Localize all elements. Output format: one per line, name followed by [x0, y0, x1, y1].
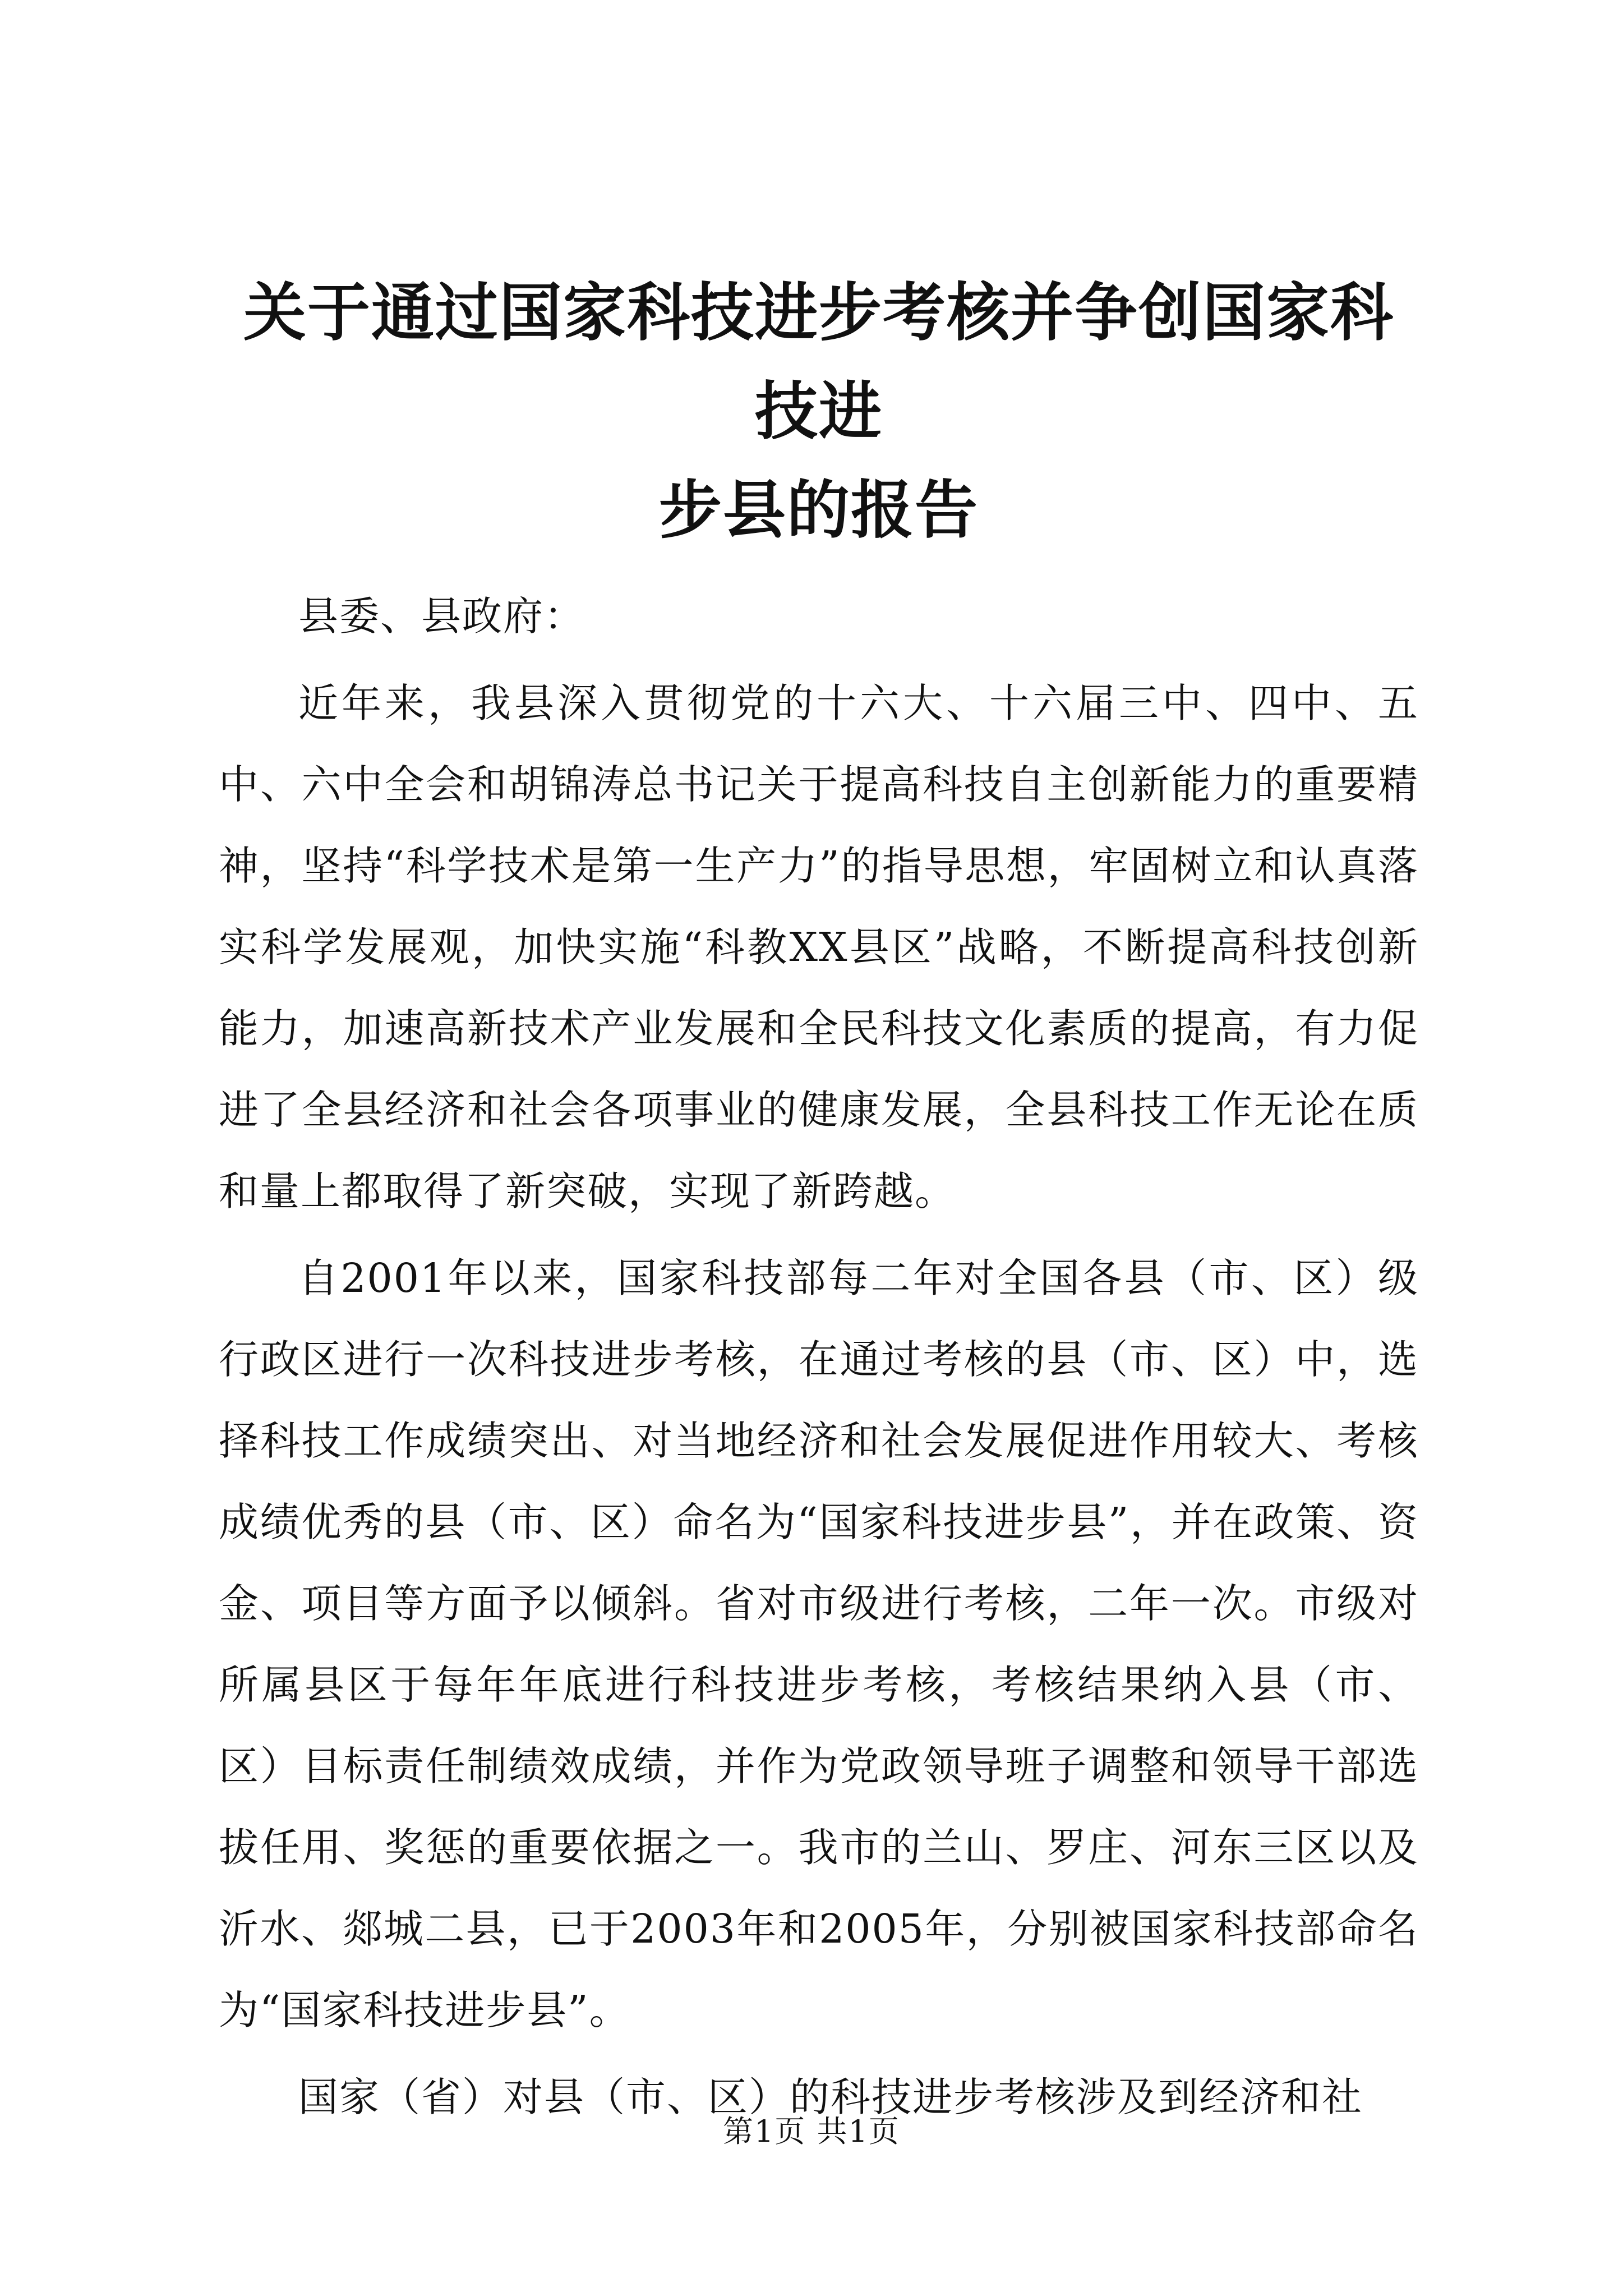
page-number: 第1页 共1页: [723, 2114, 900, 2149]
document-page: [219, 264, 1419, 2143]
document-title: [219, 264, 1419, 560]
page-footer: [0, 2112, 1623, 2151]
salutation: 县委、县政府：: [298, 593, 585, 639]
title-line-1: 关于通过国家科技进步考核并争创国家科技进: [243, 276, 1394, 448]
paragraph-2: 自2001年以来，国家科技部每二年对全国各县（市、区）级行政区进行一次科技进步考核，在通过考核的县（市、区）中，选择科技工作成绩突出、对当地经济和社会发展促进作用较大、考核成绩优秀的县（市、区）命名为“国家科技进步县”，并在政策、资金、项目等方面予以倾斜。省对市级进行考核，二年一次。市级对所属县区于每年年底进行科技进步考核，考核结果纳入县（市、区）目标责任制绩效成绩，并作为党政领导班子调整和领导干部选拔任用、奖惩的重要依据之一。我市的兰山、罗庄、河东三区以及沂水、郯城二县，已于2003年和2005年，分别被国家科技部命名为“国家科技进步县”。: [219, 1255, 1419, 2033]
document-body: [219, 576, 1419, 2138]
title-line-2: 步县的报告: [659, 473, 979, 547]
paragraph-1: 近年来，我县深入贯彻党的十六大、十六届三中、四中、五中、六中全会和胡锦涛总书记关于提高科技自主创新能力的重要精神，坚持“科学技术是第一生产力”的指导思想，牢固树立和认真落实科学发展观，加快实施“科教XX县区”战略，不断提高科技创新能力，加速高新技术产业发展和全民科技文化素质的提高，有力促进了全县经济和社会各项事业的健康发展，全县科技工作无论在质和量上都取得了新突破，实现了新跨越。: [219, 680, 1419, 1214]
paragraph-3: 国家（省）对县（市、区）的科技进步考核涉及到经济和社: [298, 2074, 1363, 2120]
